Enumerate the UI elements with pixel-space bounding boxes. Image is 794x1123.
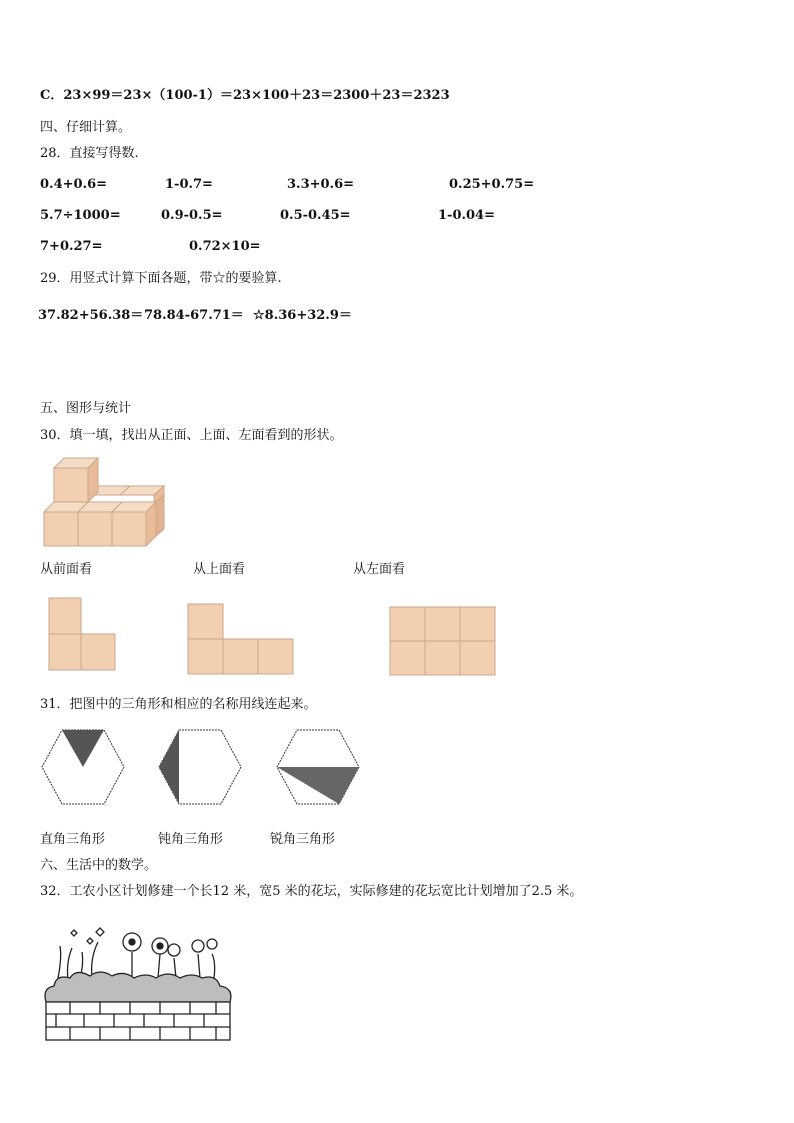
section-5-heading: 五、图形与统计 bbox=[40, 401, 132, 416]
cube-stack-figure bbox=[40, 450, 175, 550]
left-view-shape bbox=[389, 606, 497, 676]
front-view-shape bbox=[48, 597, 118, 672]
q31-title: 31．把图中的三角形和相应的名称用线连起来。 bbox=[40, 697, 317, 712]
flower-bed-illustration bbox=[40, 918, 240, 1043]
q30-title: 30．填一填，找出从正面、上面、左面看到的形状。 bbox=[40, 428, 343, 443]
q28-item: 1-0.7= bbox=[165, 177, 213, 192]
q28-item: 0.4+0.6= bbox=[40, 177, 108, 192]
q29-item: 37.82+56.38＝ bbox=[38, 308, 144, 323]
section-4-heading: 四、仔细计算。 bbox=[40, 120, 132, 135]
q29-item: ☆8.36+32.9＝ bbox=[253, 308, 352, 323]
q28-item: 0.5-0.45= bbox=[280, 208, 351, 223]
hexagon-obtuse-triangle bbox=[157, 728, 243, 806]
top-view-shape bbox=[187, 603, 295, 675]
q32-title: 32．工农小区计划修建一个长12 米，宽5 米的花坛，实际修建的花坛宽比计划增加了2.5 米。 bbox=[40, 884, 583, 899]
hexagon-acute-triangle bbox=[275, 728, 361, 806]
view-label-left: 从左面看 bbox=[353, 562, 406, 577]
q29-title: 29．用竖式计算下面各题，带☆的要验算. bbox=[40, 271, 282, 286]
triangle-name: 锐角三角形 bbox=[270, 832, 336, 847]
q28-item: 0.72×10= bbox=[189, 239, 261, 254]
hexagon-right-triangle bbox=[40, 728, 126, 806]
q28-title: 28．直接写得数. bbox=[40, 146, 139, 161]
q28-item: 3.3+0.6= bbox=[287, 177, 355, 192]
section-6-heading: 六、生活中的数学。 bbox=[40, 858, 158, 873]
q28-item: 7+0.27= bbox=[40, 239, 103, 254]
triangle-name: 钝角三角形 bbox=[158, 832, 224, 847]
q28-item: 1-0.04= bbox=[438, 208, 495, 223]
triangle-name: 直角三角形 bbox=[40, 832, 106, 847]
view-label-front: 从前面看 bbox=[40, 562, 93, 577]
q28-item: 5.7÷1000= bbox=[40, 208, 121, 223]
q28-item: 0.9-0.5= bbox=[161, 208, 223, 223]
option-c-line: C．23×99＝23×（100-1）＝23×100＋23＝2300＋23＝2323 bbox=[40, 88, 450, 103]
q28-item: 0.25+0.75= bbox=[449, 177, 535, 192]
q29-item: 78.84-67.71＝ bbox=[144, 308, 244, 323]
view-label-top: 从上面看 bbox=[193, 562, 246, 577]
